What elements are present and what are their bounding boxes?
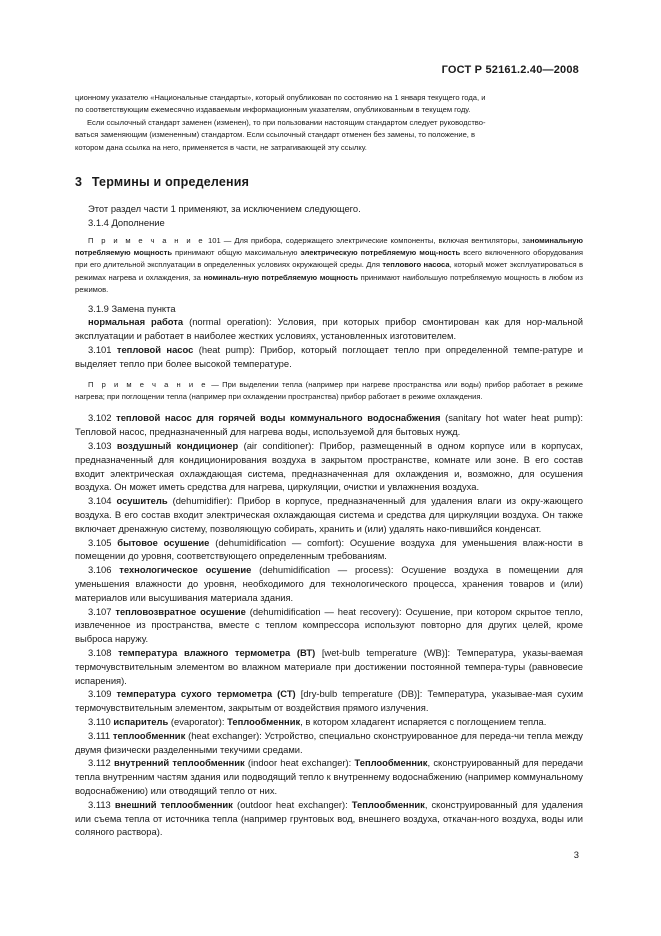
term: температура сухого термометра (СТ) (116, 688, 296, 700)
definition-3108: 3.108 температура влажного термометра (ВТ) [wet-bulb temperature (WB)]: Температура, указы-ваемая термочувствительным элементом во влажном материале при достижении постоянной темпера-туры (равновесие испарения). (75, 647, 583, 686)
term: тепловозвратное осушение (115, 605, 246, 617)
definition-3112: 3.112 внутренний теплообменник (indoor heat exchanger): Теплообменник, сконструированный для передачи тепла внутренним частям здания или подводящий тепло к внутреннему водоснабжению (например коммунальному водоснабжению) или отводящий тепло от них. (75, 757, 584, 796)
intro-line: котором дана ссылка на него, применяется в части, не затрагивающей эту ссылку. (75, 142, 367, 152)
definition-3104: 3.104 осушитель (dehumidifier): Прибор в корпусе, предназначенный для удаления влаги из окру-жающего воздуха. В его состав входит электрическая охлаждающая система и средства для циркуляции воздуха. Он также включает дренажную систему, позволяющую собирать, хранить и (или) удалять нако-пившийся конденсат. (75, 495, 584, 534)
definition-3102: 3.102 тепловой насос для горячей воды коммунального водоснабжения (sanitary hot water heat pump): Тепловой насос, предназначенный для нагрева воды, используемой для бытовых нужд. (75, 412, 584, 438)
term: тепловой насос для горячей воды коммунального водоснабжения (116, 412, 441, 424)
term: технологическое осушение (119, 564, 252, 576)
note-label: П р и м е ч а н и е (88, 235, 206, 245)
intro-line: по соответствующим ежемесячно издаваемым информационным указателям, опубликованным в текущем году. (75, 105, 471, 115)
term: внутренний теплообменник (113, 757, 245, 769)
page-content (75, 92, 583, 839)
term: осушитель (116, 495, 168, 507)
clause-319-heading: 3.1.9 Замена пункта (88, 302, 176, 314)
definition-normal-operation: нормальная работа (normal operation): Условия, при которых прибор смонтирован как для нор-мальной эксплуатации и работает в наиболее жестких условиях, установленных изготовителем. (75, 316, 584, 342)
intro-line: ваться заменяющим (измененным) стандартом. Если ссылочный стандарт отменен без замены, то положение, в (75, 130, 476, 140)
section-heading (75, 175, 583, 189)
intro-paragraph (75, 92, 583, 154)
definition-3113: 3.113 внешний теплообменник (outdoor heat exchanger): Теплообменник, сконструированный для удаления или съема тепла от источника тепла (например грунтовых вод, внешнего воздуха, откачан-ного воздуха, воды или соляного раствора). (75, 798, 583, 838)
term: нормальная работа (88, 316, 184, 328)
note-label: П р и м е ч а н и е (88, 379, 208, 389)
note-heat-pump: П р и м е ч а н и е — При выделении тепла (например при нагреве пространства или воды) прибор работает в режиме нагрева; при поглощении тепла (например при охлаждении пространства) прибор работает в режиме охлаждения. (75, 379, 583, 402)
intro-line: Если ссылочный стандарт заменен (изменен), то при пользовании настоящим стандартом следует руководство- (87, 117, 486, 127)
clause-314-heading: 3.1.4 Дополнение (88, 216, 165, 228)
document-header: ГОСТ Р 52161.2.40—2008 (441, 64, 579, 76)
definition-3103: 3.103 воздушный кондиционер (air conditioner): Прибор, размещенный в одном корпусе или в корпусах, предназначенный для кондиционирования воздуха в закрытом пространстве, комнате или зоне. В его состав входит электрическая охлаждающая система, предназначенная для охлаждения и, возможно, для осушения воздуха. Он может иметь средства для нагрева, циркуляции, очистки и увлажнения воздуха. (75, 440, 584, 493)
term: теплообменник (112, 729, 186, 741)
term: воздушный кондиционер (116, 440, 239, 452)
definition-3111: 3.111 теплообменник (heat exchanger): Устройство, специально сконструированное для переда-чи тепла между двумя физически разделенными текучими средами. (75, 729, 583, 755)
section-intro: Этот раздел части 1 применяют, за исключением следующего. (88, 203, 361, 215)
intro-line: ционному указателю «Национальные стандарты», который опубликован по состоянию на 1 января текущего года, и (75, 93, 486, 102)
term: бытовое осушение (117, 536, 210, 548)
term: испаритель (113, 715, 169, 727)
page-number: 3 (573, 849, 579, 860)
definition-3109: 3.109 температура сухого термометра (СТ) [dry-bulb temperature (DB)]: Температура, указывае-мая сухим термочувствительным элементом, закрытым от воздействия прямого излучения. (75, 688, 584, 714)
term: внешний теплообменник (114, 798, 233, 810)
section-title: Термины и определения (91, 175, 250, 190)
definition-3106: 3.106 технологическое осушение (dehumidification — process): Осушение воздуха в помещении для уменьшения влажности до уровня, необходимого для технологического процесса, хранения товаров и (или) материалов или высушивания материала здания. (75, 564, 583, 603)
term: температура влажного термометра (ВТ) (118, 647, 316, 658)
definition-3110: 3.110 испаритель (evaporator): Теплообменник, в котором хладагент испаряется с поглощением тепла. (88, 715, 547, 727)
definition-3107: 3.107 тепловозвратное осушение (dehumidification — heat recovery): Осушение, при котором скрытое тепло, извлеченное из пространства, вместе с теплом компрессора используют повторно для других целей, кроме выброса наружу. (75, 605, 583, 645)
definition-3101: 3.101 тепловой насос (heat pump): Прибор, который поглощает тепло при определенной темпе-ратуре и выделяет тепло при более высокой температуре. (75, 344, 583, 369)
term: тепловой насос (116, 344, 194, 356)
section-number: 3 (75, 175, 83, 190)
note-101: П р и м е ч а н и е 101 — Для прибора, содержащего электрические компоненты, включая вентиляторы, заноминальную потребляемую мощность принимают общую максимальную электрическую потребляемую мощ-ность всего включенного оборудования при его длительной эксплуатации в определенных условиях окружающей среды. Для теплового насоса, который может эксплуатироваться в режимах нагрева и охлаждения, за номиналь-ную потребляемую мощность принимают наибольшую потребляемую мощность в любом из режимов. (75, 235, 583, 295)
definition-3105: 3.105 бытовое осушение (dehumidification — comfort): Осушение воздуха для уменьшения влаж-ности в помещении до уровня, соответствующего определенным требованиям. (75, 536, 584, 562)
